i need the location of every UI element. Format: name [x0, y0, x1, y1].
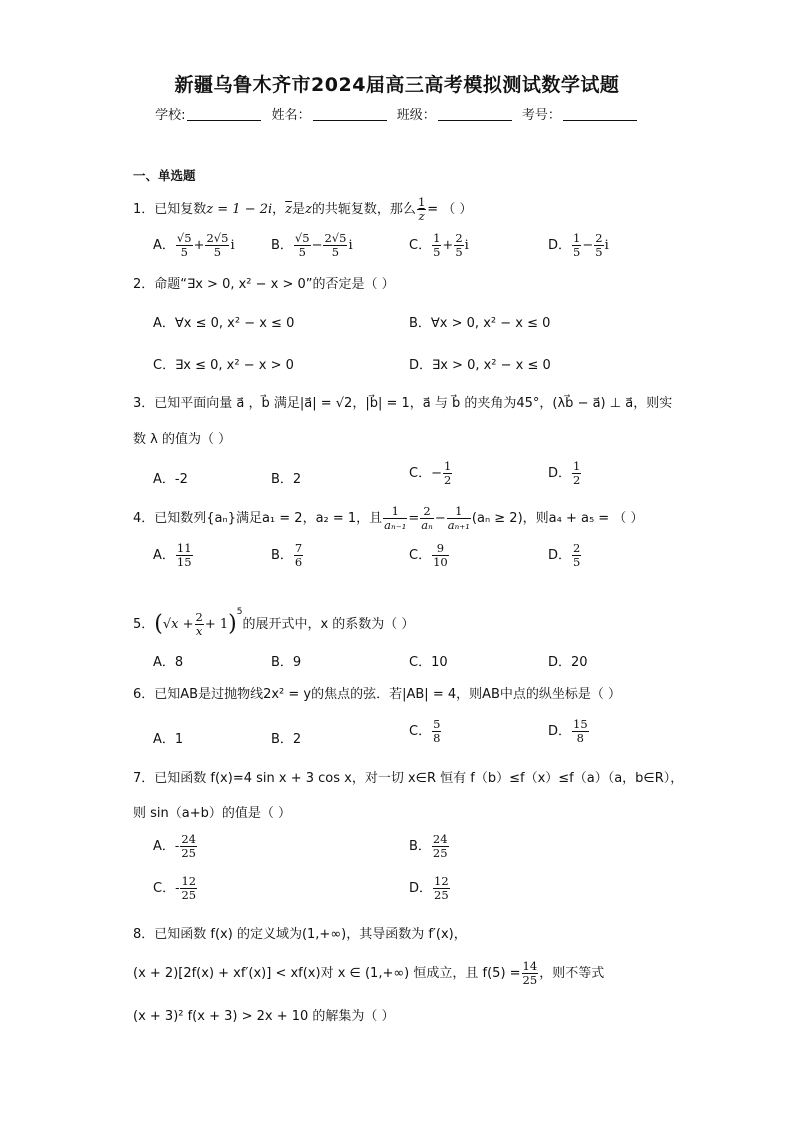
option-c[interactable]: C． $\frac{5}{8}$ [409, 717, 441, 745]
question-2: 2．命题“∃x > 0, x² − x > 0”的否定是（ ） [133, 277, 395, 292]
option-a[interactable]: A．8 [153, 655, 184, 670]
question-3-line-2: 数 λ 的值为（ ） [133, 432, 232, 447]
section-title: 一、单选题 [133, 168, 196, 183]
option-a[interactable]: A．1 [153, 732, 184, 747]
option-c[interactable]: C．- $\frac{12}{25}$ [153, 874, 197, 902]
option-b[interactable]: B．2 [271, 472, 302, 487]
option-d[interactable]: D． $\frac{15}{8}$ [548, 717, 588, 745]
question-6: 6．已知AB是过抛物线2x² = y的焦点的弦．若|AB| = 4，则AB中点的纵坐标是（ ） [133, 687, 622, 702]
question-4-options [153, 542, 753, 578]
school-blank [187, 108, 261, 121]
question-5: 5．(√x + $\frac{2}{x}$ + 1)$^5$的展开式中，x 的系数为（ ） [133, 607, 415, 638]
option-d[interactable]: D．∃x > 0, x² − x ≤ 0 [409, 358, 551, 373]
question-7-line-1: 7．已知函数 f(x)=4 sin x + 3 cos x，对一切 x∈R 恒有 f（b）≤f（x）≤f（a）（a，b∈R）， [133, 771, 684, 786]
option-d[interactable]: D． $\frac{12}{25}$ [409, 874, 449, 902]
number-label: 考号： [521, 108, 561, 123]
option-b[interactable]: B． $\frac{√5}{5}$ − $\frac{2√5}{5}$ i [271, 231, 353, 259]
question-5-options [153, 651, 753, 671]
name-label: 姓名： [271, 108, 311, 123]
question-1-options [153, 232, 753, 268]
name-blank [313, 108, 387, 121]
question-3-options [153, 460, 753, 496]
option-d[interactable]: D． $\frac{1}{2}$ [548, 459, 581, 487]
question-6-options [153, 718, 753, 754]
question-1: 1．已知复数z = 1 − 2i，$\overline{z}$是z的共轭复数，那么 $\frac{1}{z}$ = （ ） [133, 195, 473, 223]
option-c[interactable]: C．10 [409, 655, 448, 670]
option-c[interactable]: C．∃x ≤ 0, x² − x > 0 [153, 358, 294, 373]
question-8-line-1: 8．已知函数 f(x) 的定义域为(1,+∞)，其导函数为 f′(x)， [133, 927, 467, 942]
option-d[interactable]: D．20 [548, 655, 588, 670]
option-a[interactable]: A．- $\frac{24}{25}$ [153, 832, 196, 860]
class-label: 班级： [396, 108, 436, 123]
number-blank [563, 108, 637, 121]
option-a[interactable]: A． $\frac{11}{15}$ [153, 541, 192, 569]
question-3-line-1: 3．已知平面向量 a⃗ ，b⃗ 满足|a⃗| = √2，|b⃗| = 1，a⃗ 与 b⃗ 的夹角为45°，(λb⃗ − a⃗) ⊥ a⃗，则实 [133, 396, 673, 411]
option-d[interactable]: D． $\frac{2}{5}$ [548, 541, 581, 569]
option-b[interactable]: B． $\frac{24}{25}$ [409, 832, 448, 860]
question-8-line-3: (x + 3)² f(x + 3) > 2x + 10 的解集为（ ） [133, 1009, 395, 1024]
option-b[interactable]: B． $\frac{7}{6}$ [271, 541, 303, 569]
option-c[interactable]: C．− $\frac{1}{2}$ [409, 459, 452, 487]
class-blank [438, 108, 512, 121]
option-a[interactable]: A．-2 [153, 472, 188, 487]
option-c[interactable]: C． $\frac{9}{10}$ [409, 541, 448, 569]
question-7-options [153, 833, 753, 913]
option-b[interactable]: B．∀x > 0, x² − x ≤ 0 [409, 316, 551, 331]
question-2-options [153, 312, 753, 372]
page-title: 新疆乌鲁木齐市2024届高三高考模拟测试数学试题 [174, 74, 620, 96]
school-label: 学校: [155, 108, 186, 123]
student-info-row [0, 104, 794, 123]
question-7-line-2: 则 sin（a+b）的值是（ ） [133, 806, 291, 821]
question-8-line-2: (x + 2)[2f(x) + xf′(x)] < xf(x)对 x ∈ (1,+∞) 恒成立，且 f(5) = $\frac{14}{25}$ ，则不等式 [133, 959, 605, 987]
option-b[interactable]: B．9 [271, 655, 302, 670]
option-d[interactable]: D． $\frac{1}{5}$ − $\frac{2}{5}$ i [548, 231, 609, 259]
option-a[interactable]: A．∀x ≤ 0, x² − x ≤ 0 [153, 316, 295, 331]
option-c[interactable]: C． $\frac{1}{5}$ + $\frac{2}{5}$ i [409, 231, 469, 259]
option-b[interactable]: B．2 [271, 732, 302, 747]
option-a[interactable]: A． $\frac{√5}{5}$ + $\frac{2√5}{5}$ i [153, 231, 235, 259]
question-4: 4．已知数列{aₙ}满足a₁ = 2，a₂ = 1，且 $\frac{1}{\text{aₙ₋₁}}$ = $\frac{2}{\text{aₙ}}$ − $\frac{1}{\text{aₙ₊₁}}$ (aₙ ≥ 2)，则a₄ + a₅ = （ ） [133, 504, 644, 532]
